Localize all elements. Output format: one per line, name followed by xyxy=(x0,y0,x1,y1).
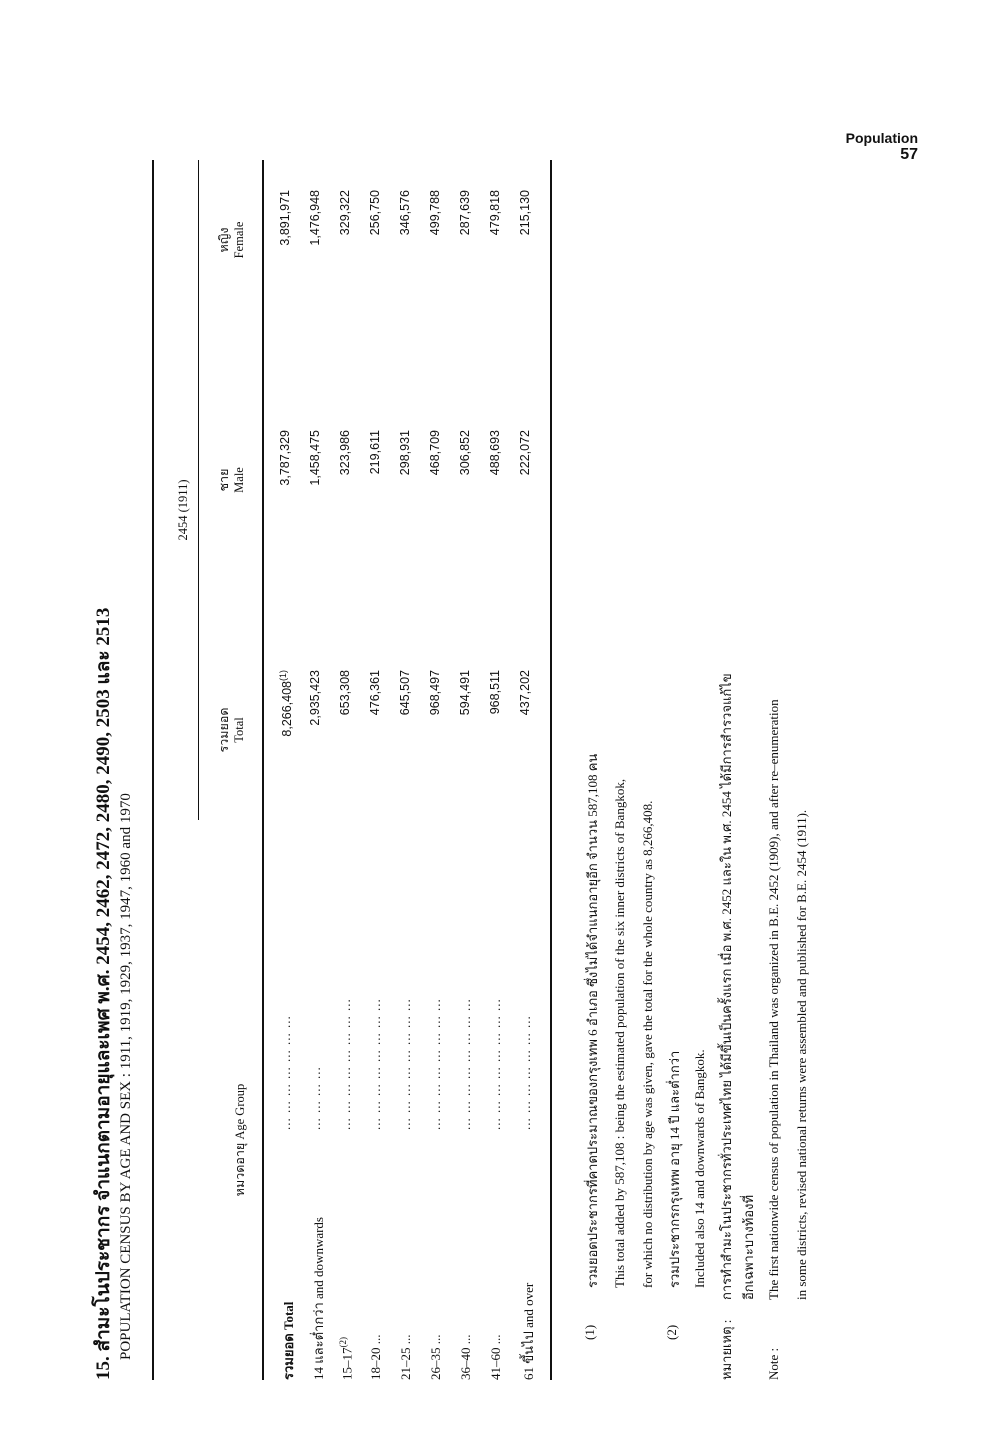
header-age-group: หมวดอายุ Age Group xyxy=(233,1083,247,1197)
row-leader-dots: ... ... ... ... ... ... ... ... xyxy=(488,998,503,1130)
header-male-thai: ชาย xyxy=(217,468,231,492)
row-label xyxy=(338,1337,355,1380)
table-bottom-rule xyxy=(550,160,552,1380)
row-total xyxy=(278,670,294,820)
remark-label: หมายเหตุ : xyxy=(719,1319,734,1380)
row-leader-dots: ... ... ... ... xyxy=(308,1066,323,1130)
row-total-value: 437,202 xyxy=(518,670,532,716)
row-male: 3,787,329 xyxy=(278,430,292,486)
footnote-1-english-line-1: This total added by 587,108 : being the estimated population of the six inner districts of Bangkok, xyxy=(612,778,627,1288)
header-male-english: Male xyxy=(232,467,246,493)
header-bottom-rule xyxy=(262,160,264,1380)
row-label: 26–35 ... xyxy=(428,1334,443,1380)
row-female: 3,891,971 xyxy=(278,190,292,246)
footnote-1-english-line-2: for which no distribution by age was given, gave the total for the whole country as 8,266,408. xyxy=(640,800,655,1288)
row-label: 18–20 ... xyxy=(368,1334,383,1380)
row-total xyxy=(458,670,472,820)
footnote-2-english: Included also 14 and downwards of Bangkok. xyxy=(692,1049,707,1288)
row-female: 499,788 xyxy=(428,190,442,236)
row-total-value: 968,497 xyxy=(428,670,442,716)
row-label: 61 ขึ้นไป and over xyxy=(521,1282,536,1380)
row-label: 36–40 ... xyxy=(458,1334,473,1380)
running-head-section: Population xyxy=(845,130,918,146)
row-total-value: 2,935,423 xyxy=(308,670,322,726)
page-number: 57 xyxy=(900,146,918,164)
row-female: 287,639 xyxy=(458,190,472,236)
row-total-value: 594,491 xyxy=(458,670,472,716)
footnote-2-mark: (2) xyxy=(664,1324,679,1340)
row-male: 298,931 xyxy=(398,430,412,476)
row-total-value: 968,511 xyxy=(488,670,502,715)
footnote-1-thai: รวมยอดประชากรที่คาดประมาณของกรุงเทพ 6 อำเภอ ซึ่งไม่ได้จำแนกอายุอีก จำนวน 587,108 คน xyxy=(585,753,600,1288)
row-total xyxy=(308,670,322,820)
row-label: 41–60 ... xyxy=(488,1334,503,1380)
row-leader-dots: ... ... ... ... ... ... ... ... xyxy=(338,998,353,1130)
row-leader-dots: ... ... ... ... ... ... ... xyxy=(518,1015,533,1130)
row-leader-dots: ... ... ... ... ... ... ... ... xyxy=(368,998,383,1130)
footnote-1-mark: (1) xyxy=(582,1324,597,1340)
table-number: 15. xyxy=(93,1356,114,1380)
table-title-english: POPULATION CENSUS BY AGE AND SEX : 1911, 1919, 1929, 1937, 1947, 1960 and 1970 xyxy=(118,793,134,1360)
remark-thai-line-2: อีกเฉพาะบางท้องที่ xyxy=(741,1194,756,1300)
row-leader-dots: ... ... ... ... ... ... ... ... xyxy=(428,998,443,1130)
row-total xyxy=(338,670,352,820)
row-label: รวมยอด Total xyxy=(281,1301,296,1380)
row-total xyxy=(488,670,502,820)
row-total-value: 653,308 xyxy=(338,670,352,716)
row-total-value: 476,361 xyxy=(368,670,382,716)
footnote-2-thai: รวมประชากรกรุงเทพ อายุ 14 ปี และต่ำกว่า xyxy=(667,1050,682,1288)
row-label: 21–25 ... xyxy=(398,1334,413,1380)
row-total-value: 645,507 xyxy=(398,670,412,716)
row-female: 479,818 xyxy=(488,190,502,236)
table-title-thai: สำมะโนประชากร จำแนกตามอายุและเพศ พ.ศ. 2454, 2462, 2472, 2480, 2490, 2503 และ 2513 xyxy=(93,607,114,1352)
row-total xyxy=(398,670,412,820)
note-english-line-1: The first nationwide census of population in Thailand was organized in B.E. 2452 (1909), and after re–enumeration xyxy=(766,699,781,1300)
row-total-value: 8,266,408 xyxy=(280,681,295,737)
row-female: 256,750 xyxy=(368,190,382,236)
row-total xyxy=(428,670,442,820)
row-female: 1,476,948 xyxy=(308,190,322,246)
row-leader-dots: ... ... ... ... ... ... ... xyxy=(278,1015,293,1130)
row-male: 1,458,475 xyxy=(308,430,322,486)
remark-thai-line-1: การทำสำมะโนประชากรทั่วประเทศไทย ได้มีขึ้นเป็นครั้งแรก เมื่อ พ.ศ. 2452 และใน พ.ศ. 2454 ได้มีการสำรวจแก้ไข xyxy=(719,673,734,1300)
table-title xyxy=(88,608,118,1380)
row-total-footnote-ref: (1) xyxy=(278,670,288,681)
note-english-line-2: in some districts, revised national returns were assembled and published for B.E. 2454 (1911). xyxy=(794,809,809,1300)
header-female-english: Female xyxy=(232,221,246,259)
header-year-rule xyxy=(198,160,199,820)
row-male: 219,611 xyxy=(368,430,382,475)
row-female: 346,576 xyxy=(398,190,412,236)
header-female-thai: หญิง xyxy=(217,227,231,253)
row-female: 215,130 xyxy=(518,190,532,236)
row-label-footnote-ref: (2) xyxy=(338,1337,348,1348)
row-male: 222,072 xyxy=(518,430,532,476)
note-label: Note : xyxy=(766,1347,781,1380)
header-total-thai: รวมยอด xyxy=(217,707,231,753)
row-leader-dots: ... ... ... ... ... ... ... ... xyxy=(458,998,473,1130)
row-male: 306,852 xyxy=(458,430,472,476)
row-total xyxy=(518,670,532,820)
row-female: 329,322 xyxy=(338,190,352,236)
row-leader-dots: ... ... ... ... ... ... ... ... xyxy=(398,998,413,1130)
row-male: 323,986 xyxy=(338,430,352,476)
row-total xyxy=(368,670,382,820)
row-male: 468,709 xyxy=(428,430,442,476)
header-total-english: Total xyxy=(232,717,246,743)
row-male: 488,693 xyxy=(488,430,502,476)
rotated-table-page xyxy=(80,80,840,1380)
row-label: 14 และต่ำกว่า and downwards xyxy=(311,1217,326,1380)
running-head xyxy=(846,130,918,164)
header-year-span: 2454 (1911) xyxy=(176,479,190,541)
row-label-text: 15–17 xyxy=(339,1347,355,1380)
table-top-rule xyxy=(152,160,154,1380)
